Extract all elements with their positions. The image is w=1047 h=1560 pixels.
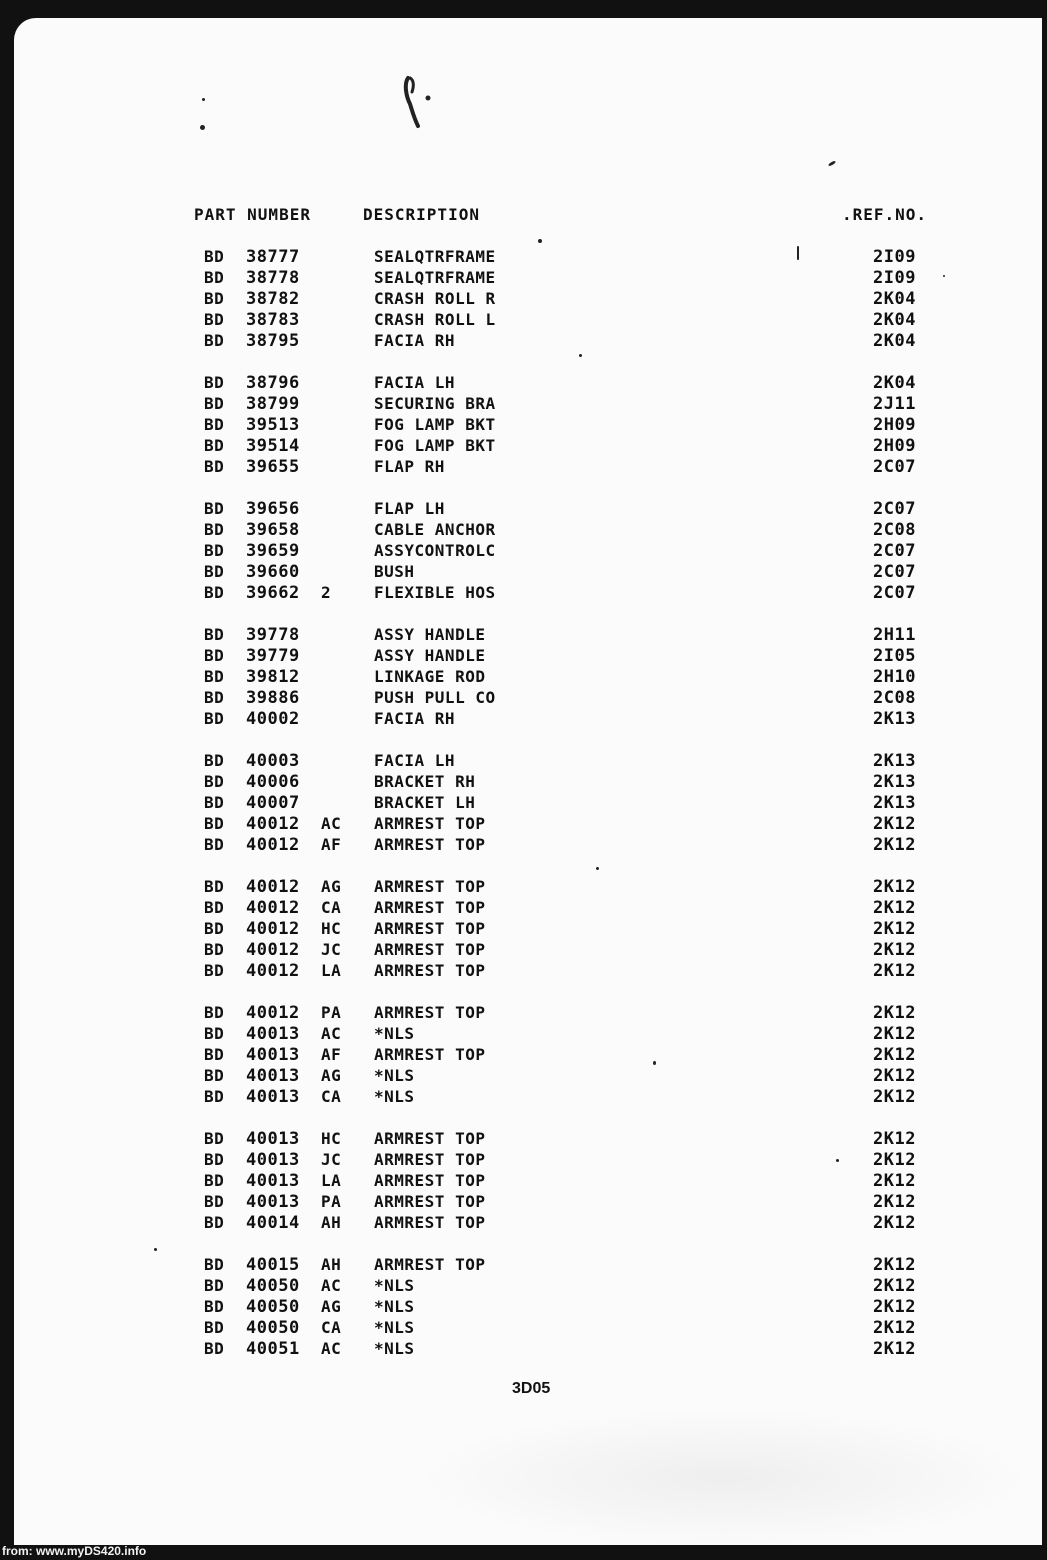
row-group (0, 372, 1047, 477)
part-number: 39886 (246, 688, 300, 708)
part-suffix: CA (321, 1318, 342, 1337)
table-row (0, 624, 1047, 645)
table-row (0, 1296, 1047, 1317)
part-suffix: AC (321, 1276, 342, 1295)
part-description: FACIA RH (374, 331, 456, 350)
part-number: 39662 (246, 583, 300, 603)
part-number: 38783 (246, 310, 300, 330)
part-description: ARMREST TOP (374, 1003, 486, 1022)
part-ref-no: 2K04 (873, 310, 916, 330)
row-group (0, 876, 1047, 981)
part-suffix: AC (321, 814, 342, 833)
part-ref-no: 2C07 (873, 541, 916, 561)
part-prefix: BD (204, 814, 225, 833)
part-ref-no: 2K12 (873, 1024, 916, 1044)
part-number: 40014 (246, 1213, 300, 1233)
part-number: 39513 (246, 415, 300, 435)
part-description: ARMREST TOP (374, 1045, 486, 1064)
part-number: 40012 (246, 919, 300, 939)
part-description: PUSH PULL CO (374, 688, 496, 707)
part-number: 40013 (246, 1024, 300, 1044)
column-header-ref-no: .REF.NO. (842, 205, 928, 224)
source-footer: from: www.myDS420.info (2, 1544, 147, 1558)
part-suffix: PA (321, 1192, 342, 1211)
page-number: 3D05 (512, 1380, 551, 1397)
part-description: FOG LAMP BKT (374, 415, 496, 434)
table-row (0, 435, 1047, 456)
part-prefix: BD (204, 415, 225, 434)
part-number: 40012 (246, 877, 300, 897)
part-ref-no: 2K04 (873, 331, 916, 351)
part-suffix: 2 (321, 583, 332, 602)
part-description: ARMREST TOP (374, 961, 486, 980)
part-description: SECURING BRA (374, 394, 496, 413)
part-prefix: BD (204, 961, 225, 980)
part-ref-no: 2K12 (873, 1276, 916, 1296)
part-number: 40013 (246, 1129, 300, 1149)
part-suffix: AH (321, 1213, 342, 1232)
part-ref-no: 2K12 (873, 814, 916, 834)
table-row (0, 540, 1047, 561)
part-suffix: HC (321, 1129, 342, 1148)
part-description: ARMREST TOP (374, 1150, 486, 1169)
table-row (0, 708, 1047, 729)
table-row (0, 876, 1047, 897)
part-ref-no: 2K12 (873, 1150, 916, 1170)
table-row (0, 561, 1047, 582)
part-description: ARMREST TOP (374, 1129, 486, 1148)
part-number: 39812 (246, 667, 300, 687)
table-row (0, 372, 1047, 393)
part-ref-no: 2I09 (873, 268, 916, 288)
part-ref-no: 2K12 (873, 1297, 916, 1317)
part-ref-no: 2K12 (873, 1192, 916, 1212)
part-ref-no: 2H09 (873, 415, 916, 435)
part-number: 39659 (246, 541, 300, 561)
part-ref-no: 2C08 (873, 520, 916, 540)
table-row (0, 1212, 1047, 1233)
part-description: ARMREST TOP (374, 1171, 486, 1190)
part-prefix: BD (204, 1255, 225, 1274)
part-number: 40012 (246, 1003, 300, 1023)
scan-bleed-through (414, 1408, 1034, 1548)
part-ref-no: 2K13 (873, 709, 916, 729)
part-prefix: BD (204, 835, 225, 854)
part-ref-no: 2K12 (873, 1087, 916, 1107)
part-description: ARMREST TOP (374, 898, 486, 917)
part-prefix: BD (204, 625, 225, 644)
part-prefix: BD (204, 1150, 225, 1169)
part-prefix: BD (204, 1192, 225, 1211)
part-prefix: BD (204, 1339, 225, 1358)
part-prefix: BD (204, 247, 225, 266)
part-ref-no: 2K13 (873, 772, 916, 792)
row-group (0, 750, 1047, 855)
table-row (0, 1170, 1047, 1191)
part-suffix: JC (321, 1150, 342, 1169)
part-description: *NLS (374, 1297, 415, 1316)
part-prefix: BD (204, 1276, 225, 1295)
part-prefix: BD (204, 940, 225, 959)
part-description: BRACKET LH (374, 793, 476, 812)
table-row (0, 267, 1047, 288)
part-number: 40002 (246, 709, 300, 729)
table-row (0, 897, 1047, 918)
part-number: 40015 (246, 1255, 300, 1275)
part-suffix: AF (321, 835, 342, 854)
table-row (0, 1191, 1047, 1212)
part-number: 40006 (246, 772, 300, 792)
table-row (0, 519, 1047, 540)
table-row (0, 1023, 1047, 1044)
part-prefix: BD (204, 688, 225, 707)
part-suffix: AG (321, 1297, 342, 1316)
part-ref-no: 2C07 (873, 562, 916, 582)
part-ref-no: 2K12 (873, 877, 916, 897)
table-row (0, 1254, 1047, 1275)
table-row (0, 1149, 1047, 1170)
part-ref-no: 2K12 (873, 898, 916, 918)
part-prefix: BD (204, 1045, 225, 1064)
part-description: ASSY HANDLE (374, 646, 486, 665)
scan-speck (538, 239, 542, 243)
table-row (0, 456, 1047, 477)
part-prefix: BD (204, 268, 225, 287)
part-number: 40013 (246, 1192, 300, 1212)
table-row (0, 1128, 1047, 1149)
part-suffix: PA (321, 1003, 342, 1022)
part-prefix: BD (204, 499, 225, 518)
part-suffix: AH (321, 1255, 342, 1274)
column-header-part-number: PART NUMBER (194, 205, 311, 224)
part-prefix: BD (204, 457, 225, 476)
part-ref-no: 2C07 (873, 583, 916, 603)
part-description: *NLS (374, 1087, 415, 1106)
part-ref-no: 2K12 (873, 835, 916, 855)
table-row (0, 792, 1047, 813)
table-row (0, 1338, 1047, 1359)
table-row (0, 1044, 1047, 1065)
part-number: 40012 (246, 835, 300, 855)
part-number: 40050 (246, 1297, 300, 1317)
part-description: ARMREST TOP (374, 1255, 486, 1274)
part-prefix: BD (204, 1171, 225, 1190)
table-row (0, 498, 1047, 519)
part-suffix: JC (321, 940, 342, 959)
part-number: 39778 (246, 625, 300, 645)
table-row (0, 960, 1047, 981)
part-description: BRACKET RH (374, 772, 476, 791)
part-description: ARMREST TOP (374, 1213, 486, 1232)
table-row (0, 687, 1047, 708)
part-ref-no: 2K12 (873, 1171, 916, 1191)
part-number: 39514 (246, 436, 300, 456)
part-number: 38777 (246, 247, 300, 267)
part-ref-no: 2K12 (873, 961, 916, 981)
part-number: 40050 (246, 1276, 300, 1296)
part-number: 40012 (246, 940, 300, 960)
part-ref-no: 2H11 (873, 625, 916, 645)
part-description: CRASH ROLL R (374, 289, 496, 308)
part-description: ARMREST TOP (374, 877, 486, 896)
part-number: 39660 (246, 562, 300, 582)
part-number: 40013 (246, 1087, 300, 1107)
part-number: 40013 (246, 1171, 300, 1191)
part-prefix: BD (204, 583, 225, 602)
part-number: 39656 (246, 499, 300, 519)
part-number: 40012 (246, 898, 300, 918)
part-ref-no: 2H10 (873, 667, 916, 687)
part-description: ARMREST TOP (374, 814, 486, 833)
scan-speck (828, 160, 836, 167)
part-prefix: BD (204, 520, 225, 539)
part-ref-no: 2H09 (873, 436, 916, 456)
part-description: ARMREST TOP (374, 940, 486, 959)
part-prefix: BD (204, 646, 225, 665)
table-row (0, 309, 1047, 330)
part-prefix: BD (204, 1066, 225, 1085)
part-ref-no: 2K12 (873, 1318, 916, 1338)
part-prefix: BD (204, 709, 225, 728)
part-prefix: BD (204, 919, 225, 938)
part-description: *NLS (374, 1024, 415, 1043)
table-row (0, 330, 1047, 351)
part-description: ARMREST TOP (374, 1192, 486, 1211)
part-description: FLEXIBLE HOS (374, 583, 496, 602)
part-prefix: BD (204, 1213, 225, 1232)
part-description: *NLS (374, 1276, 415, 1295)
part-description: ASSY HANDLE (374, 625, 486, 644)
part-number: 40013 (246, 1066, 300, 1086)
part-number: 40013 (246, 1150, 300, 1170)
part-prefix: BD (204, 436, 225, 455)
part-suffix: LA (321, 1171, 342, 1190)
part-prefix: BD (204, 667, 225, 686)
part-description: ASSYCONTROLC (374, 541, 496, 560)
part-ref-no: 2I09 (873, 247, 916, 267)
part-number: 39779 (246, 646, 300, 666)
part-suffix: AF (321, 1045, 342, 1064)
part-prefix: BD (204, 877, 225, 896)
part-ref-no: 2K12 (873, 1129, 916, 1149)
part-number: 40012 (246, 814, 300, 834)
row-group (0, 1002, 1047, 1107)
table-row (0, 771, 1047, 792)
part-prefix: BD (204, 310, 225, 329)
part-prefix: BD (204, 1024, 225, 1043)
row-group (0, 1128, 1047, 1233)
part-ref-no: 2K12 (873, 1066, 916, 1086)
part-ref-no: 2K12 (873, 919, 916, 939)
part-number: 38778 (246, 268, 300, 288)
table-row (0, 1275, 1047, 1296)
table-row (0, 1086, 1047, 1107)
handwritten-mark (398, 74, 438, 134)
part-number: 40050 (246, 1318, 300, 1338)
part-ref-no: 2C07 (873, 457, 916, 477)
part-ref-no: 2K12 (873, 940, 916, 960)
part-ref-no: 2J11 (873, 394, 916, 414)
part-ref-no: 2I05 (873, 646, 916, 666)
part-description: *NLS (374, 1339, 415, 1358)
table-row (0, 939, 1047, 960)
part-number: 38796 (246, 373, 300, 393)
part-number: 39655 (246, 457, 300, 477)
part-suffix: CA (321, 1087, 342, 1106)
part-description: *NLS (374, 1318, 415, 1337)
part-number: 38782 (246, 289, 300, 309)
table-row (0, 414, 1047, 435)
part-description: CRASH ROLL L (374, 310, 496, 329)
row-group (0, 624, 1047, 729)
part-description: SEALQTRFRAME (374, 247, 496, 266)
part-description: LINKAGE ROD (374, 667, 486, 686)
part-ref-no: 2K04 (873, 373, 916, 393)
part-prefix: BD (204, 331, 225, 350)
scan-speck (200, 125, 205, 130)
part-prefix: BD (204, 1087, 225, 1106)
table-row (0, 582, 1047, 603)
table-row (0, 918, 1047, 939)
part-prefix: BD (204, 898, 225, 917)
part-ref-no: 2K13 (873, 751, 916, 771)
part-description: FACIA LH (374, 373, 456, 392)
part-number: 38799 (246, 394, 300, 414)
part-suffix: AC (321, 1024, 342, 1043)
part-prefix: BD (204, 373, 225, 392)
row-group (0, 246, 1047, 351)
part-number: 40051 (246, 1339, 300, 1359)
part-suffix: CA (321, 898, 342, 917)
part-prefix: BD (204, 751, 225, 770)
table-row (0, 288, 1047, 309)
part-prefix: BD (204, 394, 225, 413)
part-number: 40012 (246, 961, 300, 981)
part-number: 39658 (246, 520, 300, 540)
part-ref-no: 2K12 (873, 1045, 916, 1065)
part-prefix: BD (204, 1003, 225, 1022)
part-description: FOG LAMP BKT (374, 436, 496, 455)
parts-list (0, 246, 1047, 1380)
part-number: 40013 (246, 1045, 300, 1065)
part-prefix: BD (204, 562, 225, 581)
row-group (0, 1254, 1047, 1359)
part-description: FLAP RH (374, 457, 445, 476)
part-ref-no: 2K12 (873, 1213, 916, 1233)
part-ref-no: 2K04 (873, 289, 916, 309)
part-suffix: AG (321, 877, 342, 896)
table-row (0, 834, 1047, 855)
part-ref-no: 2K12 (873, 1339, 916, 1359)
part-suffix: LA (321, 961, 342, 980)
part-description: BUSH (374, 562, 415, 581)
scan-speck (202, 98, 205, 101)
part-description: *NLS (374, 1066, 415, 1085)
part-prefix: BD (204, 772, 225, 791)
table-row (0, 645, 1047, 666)
part-prefix: BD (204, 289, 225, 308)
table-row (0, 813, 1047, 834)
table-row (0, 246, 1047, 267)
table-row (0, 1002, 1047, 1023)
part-suffix: AG (321, 1066, 342, 1085)
part-suffix: HC (321, 919, 342, 938)
row-group (0, 498, 1047, 603)
part-description: CABLE ANCHOR (374, 520, 496, 539)
part-suffix: AC (321, 1339, 342, 1358)
part-description: ARMREST TOP (374, 835, 486, 854)
part-ref-no: 2K12 (873, 1255, 916, 1275)
part-description: ARMREST TOP (374, 919, 486, 938)
part-ref-no: 2K13 (873, 793, 916, 813)
column-header-description: DESCRIPTION (363, 205, 480, 224)
part-number: 38795 (246, 331, 300, 351)
part-ref-no: 2C08 (873, 688, 916, 708)
part-number: 40003 (246, 751, 300, 771)
part-description: SEALQTRFRAME (374, 268, 496, 287)
part-description: FACIA RH (374, 709, 456, 728)
part-prefix: BD (204, 541, 225, 560)
part-prefix: BD (204, 1318, 225, 1337)
part-prefix: BD (204, 1297, 225, 1316)
part-description: FACIA LH (374, 751, 456, 770)
part-ref-no: 2C07 (873, 499, 916, 519)
table-row (0, 393, 1047, 414)
part-number: 40007 (246, 793, 300, 813)
table-row (0, 750, 1047, 771)
table-row (0, 1317, 1047, 1338)
part-ref-no: 2K12 (873, 1003, 916, 1023)
part-prefix: BD (204, 1129, 225, 1148)
part-prefix: BD (204, 793, 225, 812)
table-row (0, 1065, 1047, 1086)
table-row (0, 666, 1047, 687)
part-description: FLAP LH (374, 499, 445, 518)
